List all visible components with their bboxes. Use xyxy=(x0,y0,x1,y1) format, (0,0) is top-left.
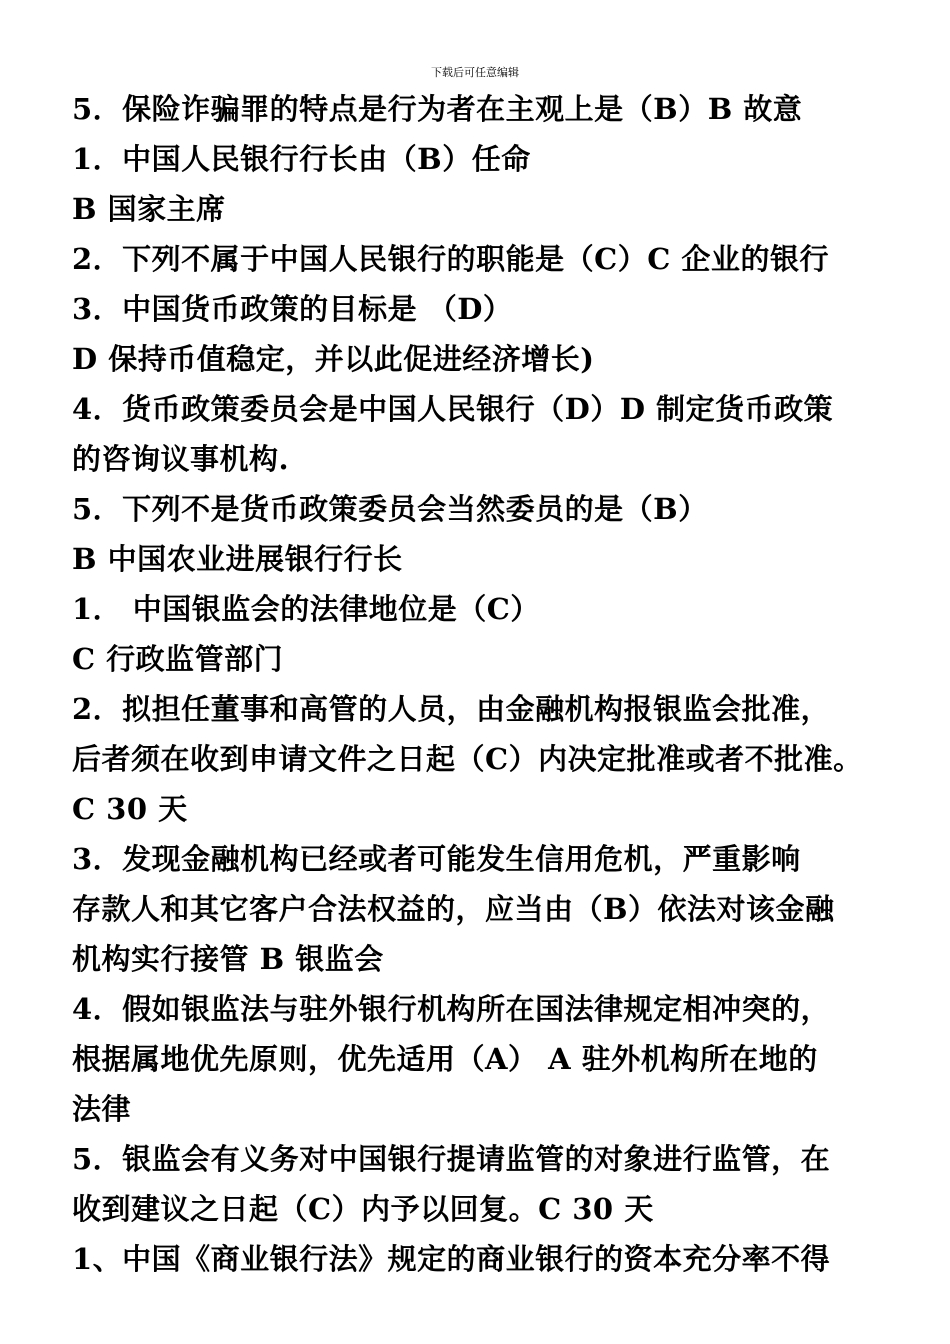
text-line: 存款人和其它客户合法权益的，应当由（B）依法对该金融 xyxy=(72,892,835,926)
text-line: B 中国农业进展银行行长 xyxy=(72,542,403,576)
text-line: 收到建议之日起（C）内予以回复。C 30 天 xyxy=(72,1192,654,1226)
text-line: D 保持币值稳定，并以此促进经济增长) xyxy=(72,342,595,376)
text-line: 1． 中国银监会的法律地位是（C） xyxy=(72,592,540,626)
text-line: 4．假如银监法与驻外银行机构所在国法律规定相冲突的， xyxy=(72,992,831,1026)
text-line: 2．拟担任董事和高管的人员，由金融机构报银监会批准， xyxy=(72,692,831,726)
text-line: 后者须在收到申请文件之日起（C）内决定批准或者不批准。 xyxy=(72,742,863,776)
text-line: 1．中国人民银行行长由（B）任命 xyxy=(72,142,531,176)
text-line: 2．下列不属于中国人民银行的职能是（C）C 企业的银行 xyxy=(72,242,829,276)
text-line: 5．保险诈骗罪的特点是行为者在主观上是（B）B 故意 xyxy=(72,92,803,126)
text-line: 3．发现金融机构已经或者可能发生信用危机，严重影响 xyxy=(72,842,801,876)
text-line: 机构实行接管 B 银监会 xyxy=(72,942,384,976)
text-line: 5．下列不是货币政策委员会当然委员的是（B） xyxy=(72,492,708,526)
text-line: C 行政监管部门 xyxy=(72,642,284,676)
text-line: 1、中国《商业银行法》规定的商业银行的资本充分率不得 xyxy=(72,1242,831,1276)
text-line: 5．银监会有义务对中国银行提请监管的对象进行监管，在 xyxy=(72,1142,831,1176)
text-line: 3．中国货币政策的目标是 （D） xyxy=(72,292,513,326)
header-note: 下载后可任意编辑 xyxy=(431,66,519,79)
document-body xyxy=(72,84,932,1284)
text-line: 根据属地优先原则，优先适用（A） A 驻外机构所在地的 xyxy=(72,1042,818,1076)
text-line: 的咨询议事机构. xyxy=(72,442,290,476)
text-line: B 国家主席 xyxy=(72,192,226,226)
text-line: 4．货币政策委员会是中国人民银行（D）D 制定货币政策 xyxy=(72,392,834,426)
text-line: 法律 xyxy=(72,1092,132,1126)
text-line: C 30 天 xyxy=(72,792,188,826)
